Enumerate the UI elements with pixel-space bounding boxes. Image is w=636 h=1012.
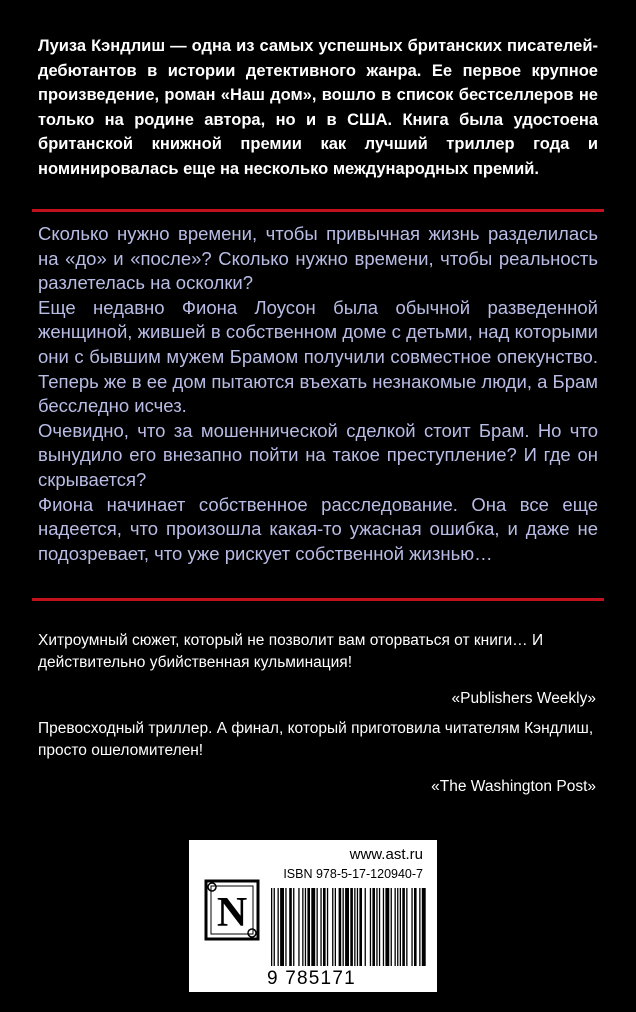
barcode-bars: [269, 888, 427, 968]
synopsis-paragraph: Очевидно, что за мошеннической сделкой стоит Брам. Но что вынудило его внезапно пойти на такое преступление? И где он скрывается?: [38, 419, 598, 490]
barcode-bar: [372, 888, 375, 966]
barcode-bar: [419, 888, 420, 966]
review-washington-post: [38, 718, 596, 798]
review-quote: Превосходный триллер. А финал, который приготовила читателям Кэндлиш, просто ошеломителен!: [38, 720, 594, 759]
barcode-bar: [274, 888, 275, 966]
barcode-bar: [311, 888, 315, 966]
barcode-bar: [357, 888, 358, 966]
top-divider: [32, 209, 604, 212]
review-source: «Publishers Weekly»: [451, 690, 596, 707]
barcode-bar: [359, 888, 362, 966]
barcode-bar: [383, 888, 384, 966]
barcode-bar: [271, 888, 272, 966]
barcode-bar: [332, 888, 333, 966]
barcode-bar: [385, 888, 389, 966]
barcode-bar: [400, 888, 401, 966]
review-quote: Хитроумный сюжет, который не позволит вам оторваться от книги… И действительно убийственная кульминация!: [38, 632, 544, 671]
barcode-bar: [335, 888, 336, 966]
barcode-bar: [293, 888, 294, 966]
publisher-url: www.ast.ru: [349, 846, 423, 863]
barcode-bar: [302, 888, 303, 966]
synopsis-paragraph: Фиона начинает собственное расследование. Она все еще надеется, что произошла какая-то ужасная ошибка, и даже не подозревает, что уже рискует собственной жизнью…: [38, 493, 598, 564]
barcode-bar: [289, 888, 292, 966]
barcode-bar: [339, 888, 342, 966]
publisher-logo-icon: [203, 878, 261, 942]
barcode-bar: [411, 888, 412, 966]
isbn-number: ISBN 978-5-17-120940-7: [283, 867, 423, 881]
barcode-bar: [323, 888, 326, 966]
barcode-bar: [327, 888, 328, 966]
review-source: «The Washington Post»: [431, 778, 596, 795]
barcode-label: [189, 840, 437, 1011]
barcode-bar: [414, 888, 417, 966]
review-publishers-weekly: [38, 630, 596, 710]
barcode-bar: [379, 888, 380, 966]
barcode-bar: [298, 888, 299, 966]
barcode-bar: [354, 888, 355, 966]
barcode-bar: [395, 888, 396, 966]
barcode-bar: [376, 888, 377, 966]
barcode-bar: [350, 888, 353, 966]
barcode-bar: [406, 888, 407, 966]
barcode-bar: [278, 888, 279, 966]
logo-letter: N: [216, 890, 248, 936]
barcode-bar: [365, 888, 366, 966]
barcode-bar: [402, 888, 405, 966]
barcode-bar: [422, 888, 426, 966]
barcode-bar: [370, 888, 371, 966]
barcode-bar: [285, 888, 286, 966]
barcode-bar: [397, 888, 398, 966]
author-bio: Луиза Кэндлиш — одна из самых успешных британских писателей-дебютантов в истории детективного жанра. Ее первое крупное произведение, роман «Наш дом», вошло в список бестселлеров не только на родине автора, но и в США. Книга была удостоена британской книжной премии как лучший триллер года и номинировалась еще на несколько международных премий.: [38, 37, 598, 178]
barcode-bar: [345, 888, 349, 966]
synopsis-paragraph: Сколько нужно времени, чтобы привычная жизнь разделилась на «до» и «после»? Сколько нужно времени, чтобы реальность разлетелась на осколки?: [38, 223, 598, 294]
bottom-divider: [32, 598, 604, 601]
synopsis-paragraph: Еще недавно Фиона Лоусон была обычной разведенной женщиной, жившей в собственном доме с детьми, над которыми они с бывшим мужем Брамом получили совместное опекунство. Теперь же в ее дом пытаются въехать незнакомые люди, а Брам бесследно исчез.: [38, 296, 598, 417]
barcode-digits: 9 785171 209407: [267, 968, 356, 1011]
barcode-bar: [317, 888, 318, 966]
barcode-bar: [307, 888, 310, 966]
barcode-bar: [320, 888, 321, 966]
barcode-bar: [305, 888, 306, 966]
synopsis: [38, 222, 598, 566]
barcode-bar: [391, 888, 392, 966]
barcode-bar: [280, 888, 284, 966]
barcode-bar: [343, 888, 344, 966]
